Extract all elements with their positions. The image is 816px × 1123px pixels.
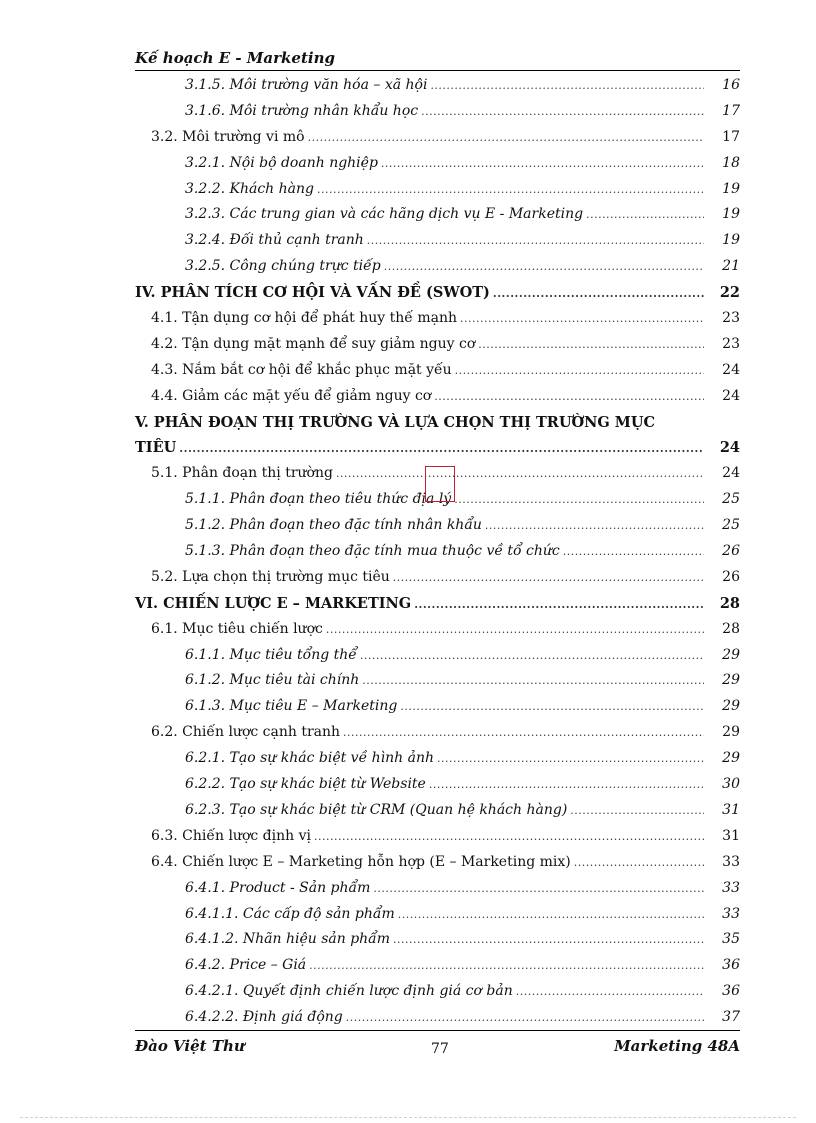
toc-entry[interactable]: [135, 668, 740, 694]
toc-entry-label: 5.1.2. Phân đoạn theo đặc tính nhân khẩu: [185, 517, 482, 534]
toc-leader-dots: [314, 824, 704, 850]
toc-page-number: 29: [722, 698, 740, 715]
toc-entry-label: TIÊU: [135, 439, 177, 457]
toc-leader-dots: [393, 565, 704, 591]
toc-leader-dots: [414, 592, 704, 618]
toc-leader-dots: [373, 876, 704, 902]
toc-page-number: 19: [722, 180, 740, 197]
toc-entry[interactable]: [135, 280, 740, 306]
toc-entry[interactable]: [135, 177, 740, 203]
toc-page-number: 35: [722, 931, 740, 948]
toc-page-number: 16: [722, 77, 740, 93]
toc-entry-label: 3.1.5. Môi trường văn hóa – xã hội: [185, 77, 428, 93]
toc-leader-dots: [437, 746, 704, 772]
toc-entry[interactable]: [135, 902, 740, 928]
toc-leader-dots: [326, 617, 704, 643]
toc-page-number: 29: [722, 646, 740, 663]
toc-entry-label: 3.2.3. Các trung gian và các hãng dịch vụ E - Marketing: [185, 206, 584, 223]
toc-leader-dots: [381, 151, 704, 177]
toc-leader-dots: [563, 539, 704, 565]
toc-entry-label: 6.4.2. Price – Giá: [185, 957, 307, 974]
toc-leader-dots: [574, 850, 704, 876]
toc-page-number: 36: [722, 983, 740, 1000]
toc-entry-label: IV. PHÂN TÍCH CƠ HỘI VÀ VẤN ĐỀ (SWOT): [135, 284, 490, 302]
toc-entry[interactable]: [135, 927, 740, 953]
toc-entry[interactable]: [135, 565, 740, 591]
toc-entry-label: 6.4.2.2. Định giá động: [185, 1009, 343, 1026]
toc-entry[interactable]: [135, 617, 740, 643]
toc-page-number: 23: [722, 310, 740, 327]
toc-entry[interactable]: [135, 73, 740, 99]
toc-leader-dots: [346, 1005, 704, 1031]
toc-entry[interactable]: [135, 591, 740, 617]
toc-entry[interactable]: [135, 798, 740, 824]
header-title: Kế hoạch E - Marketing: [135, 49, 335, 67]
toc-entry-label: 6.2. Chiến lược cạnh tranh: [151, 724, 341, 741]
toc-entry[interactable]: [135, 125, 740, 151]
toc-leader-dots: [393, 927, 704, 953]
toc-entry[interactable]: [135, 772, 740, 798]
toc-leader-dots: [308, 125, 704, 151]
toc-leader-dots: [455, 358, 704, 384]
toc-entry[interactable]: [135, 694, 740, 720]
toc-entry[interactable]: [135, 513, 740, 539]
toc-entry[interactable]: [135, 228, 740, 254]
toc-leader-dots: [421, 99, 704, 125]
toc-entry-label: 5.1.3. Phân đoạn theo đặc tính mua thuộc về tổ chức: [185, 543, 560, 560]
toc-page-number: 24: [722, 387, 740, 404]
footer-author: Đào Việt Thư: [135, 1037, 245, 1055]
toc-entry-label: 6.2.3. Tạo sự khác biệt từ CRM (Quan hệ khách hàng): [185, 801, 568, 818]
toc-page-number: 33: [722, 853, 740, 870]
toc-leader-dots: [434, 384, 704, 410]
toc-entry-label: 5.2. Lựa chọn thị trường mục tiêu: [151, 568, 390, 585]
toc-leader-dots: [454, 487, 704, 513]
toc-entry[interactable]: [135, 306, 740, 332]
toc-entry[interactable]: [135, 202, 740, 228]
toc-entry[interactable]: [135, 953, 740, 979]
toc-entry-label: 6.2.2. Tạo sự khác biệt từ Website: [185, 776, 426, 793]
toc-leader-dots: [478, 332, 704, 358]
toc-entry-label: 3.1.6. Môi trường nhân khẩu học: [185, 102, 419, 119]
toc-page-number: 36: [722, 957, 740, 974]
toc-page-number: 25: [722, 491, 740, 508]
toc-entry[interactable]: [135, 99, 740, 125]
page-bottom-divider: [20, 1117, 796, 1118]
toc-entry-label: 5.1. Phân đoạn thị trường: [151, 465, 333, 482]
toc-page-number: 23: [722, 335, 740, 352]
toc-page-number: 31: [722, 801, 740, 818]
page-footer: [135, 1030, 740, 1061]
toc-entry[interactable]: [135, 358, 740, 384]
toc-entry-label: 3.2.1. Nội bộ doanh nghiệp: [185, 154, 378, 171]
toc-leader-dots: [360, 643, 704, 669]
toc-leader-dots: [400, 694, 704, 720]
toc-page-number: 30: [722, 776, 740, 793]
toc-leader-dots: [336, 461, 704, 487]
toc-page-number: 24: [719, 439, 740, 457]
toc-entry-label: 4.4. Giảm các mặt yếu để giảm nguy cơ: [151, 387, 432, 404]
toc-leader-dots: [570, 798, 704, 824]
toc-entry[interactable]: [135, 876, 740, 902]
toc-entry-label: 6.2.1. Tạo sự khác biệt về hình ảnh: [185, 750, 435, 767]
toc-entry-label: 6.4.2.1. Quyết định chiến lược định giá cơ bản: [185, 983, 513, 1000]
toc-leader-dots: [460, 306, 704, 332]
toc-page-number: 17: [722, 128, 740, 145]
toc-entry-label: 6.1.3. Mục tiêu E – Marketing: [185, 698, 398, 715]
toc-page-number: 33: [722, 905, 740, 922]
toc-entry[interactable]: [135, 643, 740, 669]
toc-leader-dots: [317, 177, 704, 203]
toc-leader-dots: [343, 720, 704, 746]
toc-leader-dots: [367, 228, 704, 254]
toc-page-number: 22: [719, 284, 740, 302]
toc-page-number: 26: [722, 543, 740, 560]
toc-entry[interactable]: [135, 850, 740, 876]
toc-leader-dots: [398, 902, 704, 928]
toc-entry[interactable]: [135, 539, 740, 565]
toc-leader-dots: [485, 513, 704, 539]
toc-entry-label: 4.3. Nắm bắt cơ hội để khắc phục mặt yếu: [151, 361, 452, 378]
page-header: [135, 48, 740, 71]
footer-page-number: 77: [431, 1041, 449, 1057]
toc-leader-dots: [362, 668, 704, 694]
toc-page-number: 37: [722, 1009, 740, 1026]
toc-page-number: 29: [722, 672, 740, 689]
toc-leader-dots: [586, 202, 704, 228]
toc-page-number: 29: [722, 724, 740, 741]
toc-entry-label: 4.2. Tận dụng mặt mạnh để suy giảm nguy cơ: [151, 335, 476, 352]
selection-marker: [425, 466, 455, 502]
toc-leader-dots: [309, 953, 704, 979]
toc-entry[interactable]: [135, 720, 740, 746]
toc-entry-label: 6.4. Chiến lược E – Marketing hỗn hợp (E – Marketing mix): [151, 853, 571, 870]
toc-page-number: 18: [722, 154, 740, 171]
toc-entry-label: 6.3. Chiến lược định vị: [151, 827, 311, 844]
toc-entry-label: VI. CHIẾN LƯỢC E – MARKETING: [135, 594, 412, 612]
toc-page-number: 24: [722, 465, 740, 482]
toc-entry[interactable]: [135, 384, 740, 410]
toc-entry-label: V. PHÂN ĐOẠN THỊ TRƯỜNG VÀ LỰA CHỌN THỊ TRƯỜNG MỤC: [135, 413, 656, 431]
toc-entry-label: 6.1. Mục tiêu chiến lược: [151, 620, 323, 637]
toc-entry[interactable]: [135, 824, 740, 850]
toc-leader-dots: [429, 772, 704, 798]
toc-page-number: 26: [722, 568, 740, 585]
toc-entry[interactable]: [135, 332, 740, 358]
toc-page-number: 29: [722, 750, 740, 767]
toc-page-number: 24: [722, 361, 740, 378]
toc-entry-label: 3.2.2. Khách hàng: [185, 180, 314, 197]
toc-page-number: 28: [722, 620, 740, 637]
toc-page-number: 31: [722, 827, 740, 844]
table-of-contents: [135, 73, 740, 1031]
toc-leader-dots: [430, 73, 704, 99]
toc-page-number: 21: [722, 258, 740, 275]
toc-entry-label: 5.1.1. Phân đoạn theo tiêu thức địa lý: [185, 491, 452, 508]
toc-entry-label: 3.2.4. Đối thủ cạnh tranh: [185, 232, 364, 249]
toc-entry[interactable]: [135, 1005, 740, 1031]
toc-entry[interactable]: [135, 435, 740, 461]
toc-entry-label: 3.2.5. Công chúng trực tiếp: [185, 258, 381, 275]
toc-entry-label: 3.2. Môi trường vi mô: [151, 128, 305, 145]
toc-entry-label: 6.1.1. Mục tiêu tổng thể: [185, 646, 357, 663]
toc-leader-dots: [384, 254, 704, 280]
toc-page-number: 25: [722, 517, 740, 534]
toc-leader-dots: [179, 436, 704, 462]
toc-entry[interactable]: [135, 746, 740, 772]
toc-page-number: 19: [722, 232, 740, 249]
toc-entry[interactable]: [135, 254, 740, 280]
toc-entry-label: 6.4.1.1. Các cấp độ sản phẩm: [185, 905, 395, 922]
toc-entry-label: 6.1.2. Mục tiêu tài chính: [185, 672, 360, 689]
toc-page-number: 33: [722, 879, 740, 896]
toc-entry[interactable]: [135, 979, 740, 1005]
toc-entry-label: 4.1. Tận dụng cơ hội để phát huy thế mạnh: [151, 310, 457, 327]
toc-page-number: 17: [722, 102, 740, 119]
toc-entry-label: 6.4.1. Product - Sản phẩm: [185, 879, 371, 896]
toc-page-number: 28: [719, 594, 740, 612]
toc-entry-label: 6.4.1.2. Nhãn hiệu sản phẩm: [185, 931, 391, 948]
toc-entry[interactable]: [135, 410, 740, 436]
toc-leader-dots: [516, 979, 704, 1005]
toc-leader-dots: [493, 281, 704, 307]
toc-entry[interactable]: [135, 151, 740, 177]
toc-page-number: 19: [722, 206, 740, 223]
footer-class-name: Marketing 48A: [614, 1037, 740, 1055]
